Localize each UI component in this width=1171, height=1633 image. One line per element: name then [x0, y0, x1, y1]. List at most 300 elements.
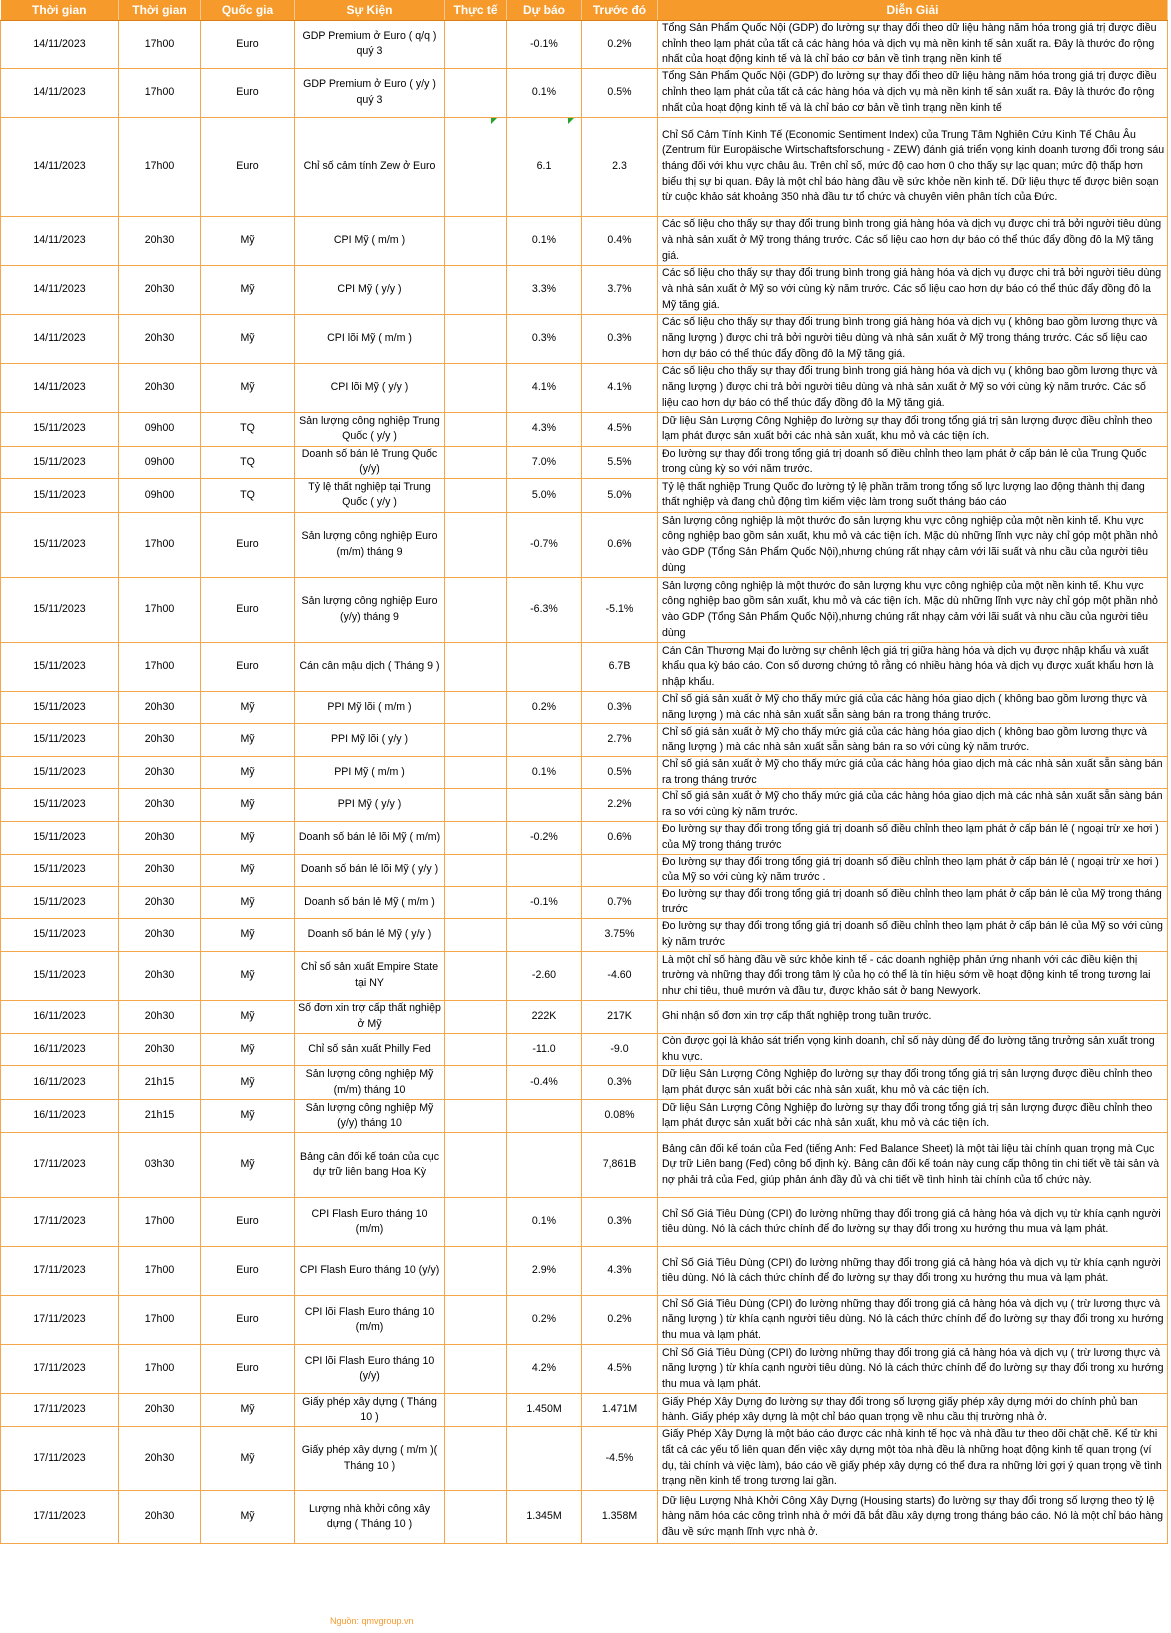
row-description: Chỉ Số Cảm Tính Kinh Tế (Economic Sentiment Index) của Trung Tâm Nghiên Cứu Kinh Tế Châu Âu (Zentrum für Europäische Wirtschaftsforschung - ZEW) đánh giá triển vọng kinh doanh tương đối trong sáu tháng đối với khu vực châu âu. Trên chỉ số, mức độ cao hơn 0 cho thấy sự lạc quan; mức độ thấp hơn biểu thị sự bi quan. Đây là một chỉ báo hàng đầu về sức khỏe nền kinh tế. Dữ liệu thực tế được biên soạn từ cuộc khảo sát khoảng 350 nhà đầu tư tổ chức và chuyên viên phân tích của Đức. [658, 117, 1168, 216]
table-row [1, 1066, 1168, 1100]
row-date: 15/11/2023 [1, 951, 119, 1000]
row-event: Chỉ số cảm tính Zew ở Euro [295, 117, 445, 216]
table-row [1, 1491, 1168, 1544]
row-previous: 2.3 [582, 117, 658, 216]
table-row [1, 1427, 1168, 1491]
row-description: Tổng Sản Phẩm Quốc Nội (GDP) đo lường sự thay đổi theo dữ liệu hàng năm hóa trong giá trị được điều chỉnh theo lạm phát của tất cả các hàng hóa và dịch vụ mà nền kinh tế sản xuất ra. Đây là thước đo rộng nhất của hoạt động kinh tế và là chỉ báo cơ bản về tình trạng nền kinh tế [658, 21, 1168, 69]
row-description: Đo lường sự thay đổi trong tổng giá trị doanh số điều chỉnh theo lạm phát ở cấp bán lẻ ( ngoại trừ xe hơi ) của Mỹ trong tháng trước [658, 821, 1168, 854]
row-country: Euro [201, 21, 295, 69]
table-row [1, 1296, 1168, 1345]
row-forecast: -0.2% [507, 821, 582, 854]
row-country: Euro [201, 512, 295, 577]
row-actual [445, 1427, 507, 1491]
row-actual [445, 1394, 507, 1427]
cell-comment-marker [568, 118, 574, 124]
row-date: 17/11/2023 [1, 1427, 119, 1491]
row-actual [445, 1247, 507, 1296]
row-previous: 4.1% [582, 363, 658, 412]
row-event: Số đơn xin trợ cấp thất nghiệp ở Mỹ [295, 1000, 445, 1033]
row-description: Sản lượng công nghiệp là một thước đo sản lượng khu vực công nghiệp của một nền kinh tế. Khu vực công nghiệp bao gồm sản xuất, khu mỏ và các tiện ích. Mặc dù những lĩnh vực này chỉ góp một phần nhỏ vào GDP (Tổng Sản Phẩm Quốc Nội),nhưng chúng rất nhạy cảm với lãi suất và nhu cầu của người tiêu dùng [658, 512, 1168, 577]
row-forecast: 0.2% [507, 1296, 582, 1345]
row-actual [445, 512, 507, 577]
row-country: Mỹ [201, 314, 295, 363]
row-description: Giấy Phép Xây Dựng đo lường sự thay đổi trong số lượng giấy phép xây dựng mới do chính phủ ban hành. Giấy phép xây dựng là một chỉ báo quan trọng về nhu cầu thị trường nhà ở. [658, 1394, 1168, 1427]
row-country: Mỹ [201, 1427, 295, 1491]
row-country: Mỹ [201, 1133, 295, 1198]
row-forecast: 1.450M [507, 1394, 582, 1427]
row-event: Chỉ số sản xuất Empire State tại NY [295, 951, 445, 1000]
row-description: Chỉ số giá sản xuất ở Mỹ cho thấy mức giá của các hàng hóa giao dịch ( không bao gồm lương thực và năng lượng ) mà các nhà sản xuất sẵn sàng bán ra trong tháng trước. [658, 691, 1168, 723]
row-event: CPI lõi Flash Euro tháng 10 (y/y) [295, 1345, 445, 1394]
row-previous: 5.5% [582, 446, 658, 478]
row-event: Doanh số bán lẻ Mỹ ( m/m ) [295, 886, 445, 918]
row-actual [445, 691, 507, 723]
row-description: Đo lường sự thay đổi trong tổng giá trị doanh số điều chỉnh theo lạm phát ở cấp bán lẻ ( ngoại trừ xe hơi ) của Mỹ so với cùng kỳ năm trước . [658, 854, 1168, 886]
row-date: 17/11/2023 [1, 1491, 119, 1544]
row-forecast: -0.1% [507, 886, 582, 918]
row-previous: 0.2% [582, 1296, 658, 1345]
row-actual [445, 446, 507, 478]
row-event: CPI Mỹ ( y/y ) [295, 265, 445, 314]
row-date: 17/11/2023 [1, 1133, 119, 1198]
row-time: 17h00 [119, 1247, 201, 1296]
row-forecast [507, 854, 582, 886]
table-row [1, 1345, 1168, 1394]
row-description: Chỉ số giá sản xuất ở Mỹ cho thấy mức giá của các hàng hóa giao dịch ( không bao gồm lương thực và năng lượng ) mà các nhà sản xuất sẵn sàng bán ra so với cùng kỳ năm trước. [658, 724, 1168, 757]
row-event: Cán cân mậu dịch ( Tháng 9 ) [295, 642, 445, 691]
row-time: 17h00 [119, 1296, 201, 1345]
row-event: Doanh số bán lẻ Trung Quốc (y/y) [295, 446, 445, 478]
row-date: 15/11/2023 [1, 642, 119, 691]
row-forecast: -0.4% [507, 1066, 582, 1100]
row-description: Đo lường sự thay đổi trong tổng giá trị doanh số điều chỉnh theo lạm phát ở cấp bán lẻ của Trung Quốc trong cùng kỳ so với năm trước. [658, 446, 1168, 478]
row-previous: -9.0 [582, 1033, 658, 1065]
row-date: 17/11/2023 [1, 1247, 119, 1296]
row-forecast [507, 789, 582, 821]
row-country: Mỹ [201, 821, 295, 854]
row-actual [445, 1296, 507, 1345]
row-event: Bảng cân đối kế toán của cục dự trữ liên bang Hoa Kỳ [295, 1133, 445, 1198]
row-event: Doanh số bán lẻ lõi Mỹ ( y/y ) [295, 854, 445, 886]
row-previous: 2.7% [582, 724, 658, 757]
row-description: Giấy Phép Xây Dựng là một báo cáo được các nhà kinh tế học và nhà đầu tư theo dõi chặt chẽ. Kể từ khi tất cả các yếu tố liên quan đến việc xây dựng một tòa nhà đều là những hoạt động kinh tế quan trọng (ví dụ, tài chính và việc làm), báo cáo về giấy phép xây dựng có thể đưa ra những lời gợi ý quan trọng về tình trạng nền kinh tế trong tương lai gần. [658, 1427, 1168, 1491]
row-date: 16/11/2023 [1, 1033, 119, 1065]
row-event: CPI Flash Euro tháng 10 (m/m) [295, 1198, 445, 1247]
row-previous: 0.3% [582, 314, 658, 363]
row-forecast: 2.9% [507, 1247, 582, 1296]
row-time: 17h00 [119, 117, 201, 216]
row-event: CPI Mỹ ( m/m ) [295, 216, 445, 265]
row-time: 17h00 [119, 68, 201, 117]
row-time: 20h30 [119, 1033, 201, 1065]
row-country: Euro [201, 1345, 295, 1394]
row-time: 20h30 [119, 821, 201, 854]
row-forecast: 4.2% [507, 1345, 582, 1394]
header-actual: Thực tế [445, 0, 507, 21]
row-country: TQ [201, 412, 295, 446]
row-country: Mỹ [201, 724, 295, 757]
row-event: CPI lõi Mỹ ( m/m ) [295, 314, 445, 363]
row-event: Chỉ số sản xuất Philly Fed [295, 1033, 445, 1065]
row-description: Đo lường sự thay đổi trong tổng giá trị doanh số điều chỉnh theo lạm phát ở cấp bán lẻ của Mỹ so với cùng kỳ năm trước [658, 918, 1168, 951]
row-country: Mỹ [201, 265, 295, 314]
header-event: Sự Kiện [295, 0, 445, 21]
row-time: 17h00 [119, 577, 201, 642]
row-actual [445, 757, 507, 789]
row-country: Mỹ [201, 854, 295, 886]
row-event: Giấy phép xây dựng ( m/m )( Tháng 10 ) [295, 1427, 445, 1491]
row-forecast [507, 1133, 582, 1198]
row-date: 15/11/2023 [1, 512, 119, 577]
row-previous: 0.5% [582, 68, 658, 117]
row-forecast: 0.1% [507, 68, 582, 117]
row-date: 15/11/2023 [1, 854, 119, 886]
row-time: 17h00 [119, 512, 201, 577]
row-previous: 0.7% [582, 886, 658, 918]
row-date: 16/11/2023 [1, 1100, 119, 1133]
table-row [1, 854, 1168, 886]
row-forecast [507, 642, 582, 691]
row-country: Mỹ [201, 363, 295, 412]
row-description: Tổng Sản Phẩm Quốc Nội (GDP) đo lường sự thay đổi theo dữ liệu hàng năm hóa trong giá trị được điều chỉnh theo lạm phát của tất cả các hàng hóa và dịch vụ mà nền kinh tế sản xuất ra. Đây là thước đo rộng nhất của hoạt động kinh tế và là chỉ báo cơ bản về tình trạng nền kinh tế [658, 68, 1168, 117]
row-date: 16/11/2023 [1, 1000, 119, 1033]
row-description: Còn được gọi là khảo sát triển vọng kinh doanh, chỉ số này dùng để đo lường tăng trưởng sản xuất trong khu vực. [658, 1033, 1168, 1065]
table-row [1, 412, 1168, 446]
row-event: CPI lõi Mỹ ( y/y ) [295, 363, 445, 412]
row-country: Mỹ [201, 951, 295, 1000]
row-time: 17h00 [119, 1345, 201, 1394]
row-country: Mỹ [201, 1033, 295, 1065]
row-forecast: 5.0% [507, 478, 582, 512]
row-previous: 1.471M [582, 1394, 658, 1427]
row-forecast: 0.1% [507, 1198, 582, 1247]
row-previous: -5.1% [582, 577, 658, 642]
row-forecast: -6.3% [507, 577, 582, 642]
row-previous: 0.08% [582, 1100, 658, 1133]
row-previous: 2.2% [582, 789, 658, 821]
row-description: Chỉ Số Giá Tiêu Dùng (CPI) đo lường những thay đổi trong giá cả hàng hóa và dịch vụ từ khía cạnh người tiêu dùng. Nó là cách thức chính để đo lường sự thay đổi trong xu hướng thu mua và lạm phát. [658, 1247, 1168, 1296]
row-event: Sản lượng công nghiệp Mỹ (y/y) tháng 10 [295, 1100, 445, 1133]
row-time: 20h30 [119, 1491, 201, 1544]
row-time: 20h30 [119, 1427, 201, 1491]
row-date: 15/11/2023 [1, 478, 119, 512]
row-time: 17h00 [119, 21, 201, 69]
row-previous: 6.7B [582, 642, 658, 691]
row-actual [445, 21, 507, 69]
row-event: GDP Premium ở Euro ( q/q ) quý 3 [295, 21, 445, 69]
row-country: Mỹ [201, 886, 295, 918]
header-previous: Trước đó [582, 0, 658, 21]
row-previous: 7,861B [582, 1133, 658, 1198]
row-actual [445, 363, 507, 412]
row-time: 20h30 [119, 724, 201, 757]
row-previous: 0.4% [582, 216, 658, 265]
row-actual [445, 789, 507, 821]
row-description: Chỉ Số Giá Tiêu Dùng (CPI) đo lường những thay đổi trong giá cả hàng hóa và dịch vụ từ khía cạnh người tiêu dùng. Nó là cách thức chính để đo lường sự thay đổi trong xu hướng thu mua và lạm phát. [658, 1198, 1168, 1247]
row-time: 20h30 [119, 314, 201, 363]
row-country: Mỹ [201, 1100, 295, 1133]
row-actual [445, 68, 507, 117]
row-description: Dữ liệu Lượng Nhà Khởi Công Xây Dựng (Housing starts) đo lường sự thay đổi trong số lượng theo tỷ lệ hàng năm hóa các công trình nhà ở mới đã bắt đầu xây dựng trong tháng báo cáo. Nó là một chỉ báo hàng đầu về sức mạnh lĩnh vực nhà ở. [658, 1491, 1168, 1544]
header-row [1, 0, 1168, 21]
row-description: Tỷ lệ thất nghiệp Trung Quốc đo lường tỷ lệ phần trăm trong tổng số lực lượng lao động thành thị đang thất nghiệp và đang chủ động tìm kiếm việc làm trong suốt tháng báo cáo [658, 478, 1168, 512]
row-country: Mỹ [201, 789, 295, 821]
row-description: Các số liệu cho thấy sự thay đổi trung bình trong giá hàng hóa và dịch vụ ( không bao gồm lương thực và năng lượng ) được chi trả bởi người tiêu dùng và nhà sản xuất ở Mỹ so với cùng kỳ năm trước. Các số liệu cao hơn dự báo có thể thúc đẩy đồng đô la Mỹ tăng giá. [658, 363, 1168, 412]
row-previous: 0.6% [582, 821, 658, 854]
row-country: Mỹ [201, 1000, 295, 1033]
row-event: CPI lõi Flash Euro tháng 10 (m/m) [295, 1296, 445, 1345]
row-previous: 0.6% [582, 512, 658, 577]
header-country: Quốc gia [201, 0, 295, 21]
row-actual [445, 642, 507, 691]
row-date: 17/11/2023 [1, 1198, 119, 1247]
row-forecast: 0.3% [507, 314, 582, 363]
row-actual [445, 216, 507, 265]
row-description: Ghi nhận số đơn xin trợ cấp thất nghiệp trong tuần trước. [658, 1000, 1168, 1033]
row-country: Mỹ [201, 1491, 295, 1544]
row-date: 15/11/2023 [1, 724, 119, 757]
row-description: Các số liệu cho thấy sự thay đổi trung bình trong giá hàng hóa và dịch vụ ( không bao gồm lương thực và năng lượng ) được chi trả bởi người tiêu dùng và nhà sản xuất ở Mỹ trong tháng trước. Các số liệu cao hơn dự báo có thể thúc đẩy đồng đô la Mỹ tăng giá. [658, 314, 1168, 363]
row-date: 15/11/2023 [1, 789, 119, 821]
row-actual [445, 1198, 507, 1247]
row-forecast: 4.1% [507, 363, 582, 412]
row-actual [445, 886, 507, 918]
row-description: Dữ liệu Sản Lượng Công Nghiệp đo lường sự thay đổi trong tổng giá trị sản lượng được điều chỉnh theo lạm phát được sản xuất bởi các nhà sản xuất, khu mỏ và các tiện ích. [658, 1100, 1168, 1133]
row-forecast: -0.7% [507, 512, 582, 577]
row-previous: 4.5% [582, 412, 658, 446]
row-date: 17/11/2023 [1, 1394, 119, 1427]
row-forecast: 3.3% [507, 265, 582, 314]
row-event: PPI Mỹ lõi ( m/m ) [295, 691, 445, 723]
row-date: 14/11/2023 [1, 314, 119, 363]
row-description: Các số liệu cho thấy sự thay đổi trung bình trong giá hàng hóa và dịch vụ được chi trả bởi người tiêu dùng và nhà sản xuất ở Mỹ trong tháng trước. Các số liệu cao hơn dự báo có thể thúc đẩy đồng đô la Mỹ tăng giá. [658, 216, 1168, 265]
row-forecast [507, 724, 582, 757]
row-event: Tỷ lệ thất nghiệp tại Trung Quốc ( y/y ) [295, 478, 445, 512]
header-description: Diễn Giải [658, 0, 1168, 21]
row-country: Mỹ [201, 757, 295, 789]
table-row [1, 951, 1168, 1000]
row-forecast: 0.2% [507, 691, 582, 723]
row-date: 15/11/2023 [1, 886, 119, 918]
table-row [1, 1198, 1168, 1247]
table-row [1, 821, 1168, 854]
row-previous: 4.3% [582, 1247, 658, 1296]
row-description: Chỉ Số Giá Tiêu Dùng (CPI) đo lường những thay đổi trong giá cả hàng hóa và dịch vụ ( trừ lương thực và năng lượng ) từ khía cạnh người tiêu dùng. Nó là cách thức chính để đo lường sự thay đổi trong xu hướng thu mua và lạm phát. [658, 1296, 1168, 1345]
table-row [1, 314, 1168, 363]
row-event: PPI Mỹ lõi ( y/y ) [295, 724, 445, 757]
row-date: 15/11/2023 [1, 821, 119, 854]
row-description: Bảng cân đối kế toán của Fed (tiếng Anh: Fed Balance Sheet) là một tài liệu tài chính quan trọng mà Cục Dự trữ Liên bang (Fed) công bố định kỳ. Bảng cân đối kế toán này cung cấp thông tin chi tiết về tài sản và nợ phải trả của Fed, giúp phản ánh đầy đủ và chi tiết về tình hình tài chính của tổ chức này. [658, 1133, 1168, 1198]
row-previous: 4.5% [582, 1345, 658, 1394]
row-time: 20h30 [119, 265, 201, 314]
row-time: 20h30 [119, 854, 201, 886]
table-row [1, 789, 1168, 821]
row-event: Doanh số bán lẻ Mỹ ( y/y ) [295, 918, 445, 951]
row-date: 14/11/2023 [1, 21, 119, 69]
table-row [1, 68, 1168, 117]
row-event: Sản lượng công nghiệp Trung Quốc ( y/y ) [295, 412, 445, 446]
row-country: Euro [201, 1296, 295, 1345]
row-time: 20h30 [119, 918, 201, 951]
table-row [1, 918, 1168, 951]
row-time: 21h15 [119, 1066, 201, 1100]
row-time: 20h30 [119, 1000, 201, 1033]
row-actual [445, 1033, 507, 1065]
row-event: Sản lượng công nghiệp Euro (m/m) tháng 9 [295, 512, 445, 577]
row-previous: 0.3% [582, 691, 658, 723]
table-row [1, 1000, 1168, 1033]
table-row [1, 265, 1168, 314]
row-country: Mỹ [201, 216, 295, 265]
row-date: 14/11/2023 [1, 68, 119, 117]
row-country: Euro [201, 1198, 295, 1247]
source-note: Nguồn: qmvgroup.vn [330, 1616, 414, 1626]
row-date: 14/11/2023 [1, 117, 119, 216]
table-row [1, 446, 1168, 478]
row-previous: 217K [582, 1000, 658, 1033]
row-forecast: -2.60 [507, 951, 582, 1000]
row-time: 20h30 [119, 216, 201, 265]
row-time: 20h30 [119, 363, 201, 412]
row-country: Euro [201, 577, 295, 642]
row-time: 20h30 [119, 951, 201, 1000]
row-date: 14/11/2023 [1, 265, 119, 314]
row-time: 20h30 [119, 789, 201, 821]
table-row [1, 1247, 1168, 1296]
row-previous: 0.3% [582, 1066, 658, 1100]
row-date: 15/11/2023 [1, 757, 119, 789]
row-forecast [507, 1427, 582, 1491]
row-time: 03h30 [119, 1133, 201, 1198]
row-description: Sản lượng công nghiệp là một thước đo sản lượng khu vực công nghiệp của một nền kinh tế. Khu vực công nghiệp bao gồm sản xuất, khu mỏ và các tiện ích. Mặc dù những lĩnh vực này chỉ góp một phần nhỏ vào GDP (Tổng Sản Phẩm Quốc Nội),nhưng chúng rất nhạy cảm với lãi suất và nhu cầu của người tiêu dùng [658, 577, 1168, 642]
row-actual [445, 1133, 507, 1198]
row-forecast: 0.1% [507, 757, 582, 789]
row-time: 17h00 [119, 642, 201, 691]
row-forecast: 4.3% [507, 412, 582, 446]
row-date: 16/11/2023 [1, 1066, 119, 1100]
row-date: 15/11/2023 [1, 691, 119, 723]
table-row [1, 724, 1168, 757]
row-previous: -4.60 [582, 951, 658, 1000]
row-previous: 0.5% [582, 757, 658, 789]
table-row [1, 21, 1168, 69]
row-date: 15/11/2023 [1, 446, 119, 478]
row-actual [445, 821, 507, 854]
table-row [1, 757, 1168, 789]
table-row [1, 216, 1168, 265]
row-forecast: 1.345M [507, 1491, 582, 1544]
row-date: 14/11/2023 [1, 216, 119, 265]
table-row [1, 642, 1168, 691]
row-country: Euro [201, 642, 295, 691]
table-row [1, 1133, 1168, 1198]
header-date: Thời gian [1, 0, 119, 21]
row-actual [445, 478, 507, 512]
row-description: Dữ liệu Sản Lượng Công Nghiệp đo lường sự thay đổi trong tổng giá trị sản lượng được điều chỉnh theo lạm phát được sản xuất bởi các nhà sản xuất, khu mỏ và các tiện ích. [658, 412, 1168, 446]
row-country: TQ [201, 478, 295, 512]
table-row [1, 1100, 1168, 1133]
header-forecast: Dự báo [507, 0, 582, 21]
row-actual [445, 1345, 507, 1394]
row-country: Mỹ [201, 1066, 295, 1100]
row-forecast: 7.0% [507, 446, 582, 478]
row-actual [445, 1491, 507, 1544]
row-time: 20h30 [119, 1394, 201, 1427]
row-forecast: 0.1% [507, 216, 582, 265]
table-row [1, 886, 1168, 918]
row-previous: 0.3% [582, 1198, 658, 1247]
row-time: 09h00 [119, 478, 201, 512]
table-row [1, 478, 1168, 512]
row-time: 20h30 [119, 886, 201, 918]
row-event: CPI Flash Euro tháng 10 (y/y) [295, 1247, 445, 1296]
row-actual [445, 1066, 507, 1100]
table-row [1, 363, 1168, 412]
row-event: Doanh số bán lẻ lõi Mỹ ( m/m) [295, 821, 445, 854]
row-previous [582, 854, 658, 886]
header-time: Thời gian [119, 0, 201, 21]
row-date: 15/11/2023 [1, 918, 119, 951]
row-description: Các số liệu cho thấy sự thay đổi trung bình trong giá hàng hóa và dịch vụ được chi trả bởi người tiêu dùng và nhà sản xuất ở Mỹ so với cùng kỳ năm trước. Các số liệu cao hơn dự báo có thể thúc đẩy đồng đô la Mỹ tăng giá. [658, 265, 1168, 314]
row-description: Đo lường sự thay đổi trong tổng giá trị doanh số điều chỉnh theo lạm phát ở cấp bán lẻ của Mỹ trong tháng trước [658, 886, 1168, 918]
row-date: 15/11/2023 [1, 577, 119, 642]
row-description: Dữ liệu Sản Lượng Công Nghiệp đo lường sự thay đổi trong tổng giá trị sản lượng được điều chỉnh theo lạm phát được sản xuất bởi các nhà sản xuất, khu mỏ và các tiện ích. [658, 1066, 1168, 1100]
row-time: 21h15 [119, 1100, 201, 1133]
row-actual [445, 577, 507, 642]
row-date: 17/11/2023 [1, 1345, 119, 1394]
row-country: TQ [201, 446, 295, 478]
row-forecast: 6.1 [507, 117, 582, 216]
row-event: PPI Mỹ ( y/y ) [295, 789, 445, 821]
row-description: Chỉ Số Giá Tiêu Dùng (CPI) đo lường những thay đổi trong giá cả hàng hóa và dịch vụ ( trừ lương thực và năng lượng ) từ khía cạnh người tiêu dùng. Nó là cách thức chính để đo lường sự thay đổi trong xu hướng thu mua và lạm phát. [658, 1345, 1168, 1394]
row-event: Giấy phép xây dựng ( Tháng 10 ) [295, 1394, 445, 1427]
row-description: Chỉ số giá sản xuất ở Mỹ cho thấy mức giá của các hàng hóa giao dịch mà các nhà sản xuất sẵn sàng bán ra so với cùng kỳ năm trước. [658, 789, 1168, 821]
row-country: Euro [201, 1247, 295, 1296]
row-date: 17/11/2023 [1, 1296, 119, 1345]
row-country: Mỹ [201, 691, 295, 723]
row-actual [445, 951, 507, 1000]
row-event: Sản lượng công nghiệp Euro (y/y) tháng 9 [295, 577, 445, 642]
row-event: Lượng nhà khởi công xây dựng ( Tháng 10 ) [295, 1491, 445, 1544]
row-actual [445, 724, 507, 757]
row-actual [445, 117, 507, 216]
row-country: Euro [201, 117, 295, 216]
row-actual [445, 265, 507, 314]
row-actual [445, 1100, 507, 1133]
row-previous: 5.0% [582, 478, 658, 512]
row-actual [445, 1000, 507, 1033]
row-date: 14/11/2023 [1, 363, 119, 412]
row-time: 20h30 [119, 691, 201, 723]
table-row [1, 117, 1168, 216]
table-row [1, 1394, 1168, 1427]
row-previous: 1.358M [582, 1491, 658, 1544]
row-forecast: -11.0 [507, 1033, 582, 1065]
row-actual [445, 918, 507, 951]
table-row [1, 691, 1168, 723]
row-previous: 0.2% [582, 21, 658, 69]
row-event: GDP Premium ở Euro ( y/y ) quý 3 [295, 68, 445, 117]
row-description: Cán Cân Thương Mại đo lường sự chênh lệch giá trị giữa hàng hóa và dịch vụ được nhập khẩu và xuất khẩu qua kỳ báo cáo. Con số dương chứng tỏ rằng có nhiều hàng hóa và dịch vụ được xuất khẩu hơn là nhập khẩu. [658, 642, 1168, 691]
row-forecast: 222K [507, 1000, 582, 1033]
row-forecast [507, 1100, 582, 1133]
row-country: Euro [201, 68, 295, 117]
row-event: Sản lượng công nghiệp Mỹ (m/m) tháng 10 [295, 1066, 445, 1100]
row-event: PPI Mỹ ( m/m ) [295, 757, 445, 789]
row-description: Chỉ số giá sản xuất ở Mỹ cho thấy mức giá của các hàng hóa giao dịch mà các nhà sản xuất sẵn sàng bán ra trong tháng trước [658, 757, 1168, 789]
row-actual [445, 854, 507, 886]
row-previous: 3.7% [582, 265, 658, 314]
